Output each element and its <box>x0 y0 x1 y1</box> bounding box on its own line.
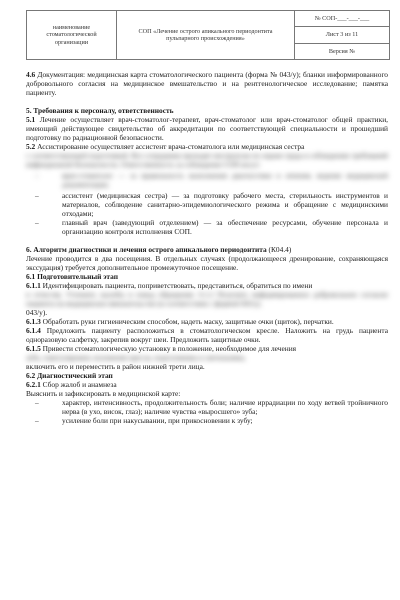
paragraph-5-2 <box>26 142 388 151</box>
paragraph-number: 5.2 <box>26 142 36 151</box>
blurred-paragraph-5-2: с соответствующей подготовкой. Все сотрудники проходят инструктаж по охране труда и соблюдению требований инфекционной безопасности. Ответственность за соблюдение СОП несут: <box>26 151 388 169</box>
sop-meta-cell <box>295 11 389 59</box>
subsection-6-1-heading: 6.1 Подготовительный этап <box>26 272 118 281</box>
sop-number: № СОП-___-___-___ <box>295 11 389 27</box>
paragraph-tail: 043/у). <box>26 308 48 317</box>
list-item-text: главный врач (заведующий отделением) — за обеспечение ресурсами, обучение персонала и организацию контроля исполнения СОП. <box>62 218 388 236</box>
paragraph-6-1-5 <box>26 344 388 353</box>
sheet-number: Лист 3 из 11 <box>295 27 389 43</box>
section-5-heading: 5. Требования к персоналу, ответственность <box>26 106 174 115</box>
paragraph-6-1-3 <box>26 317 388 326</box>
list-item: – врач-стоматолог — за правильность выполнения диагностики и лечения, ведение медицинской документации; <box>35 171 388 189</box>
list-item <box>26 398 388 416</box>
section-6-title: 6. Алгоритм диагностики и лечения острого апикального периодонтита <box>26 245 267 254</box>
paragraph-tail: включить его и переместить в район нижней трети лица. <box>26 362 205 371</box>
list-item <box>26 416 388 425</box>
complaints-list <box>26 398 388 425</box>
paragraph-number: 4.6 <box>26 70 36 79</box>
list-item <box>26 191 388 218</box>
responsibility-list <box>26 191 388 236</box>
list-item-text: характер, интенсивность, продолжительность боли; наличие иррадиации по ходу ветвей тройничного нерва (в ухо, висок, глаз); наличие чувства «выросшего» зуба; <box>62 398 388 416</box>
paragraph-text: Обработать руки гигиеническим способом, надеть маску, защитные очки (щиток), перчатки. <box>42 317 334 326</box>
version-number: Версия № <box>328 47 356 55</box>
blurred-paragraph-6-1-2: и отчеству. Уточнить жалобы и повод обращения. 6.1.2 Получить информированное добровольное согласие пациента на медицинское вмешательство (в соответствии с формой 043/у). <box>26 290 388 308</box>
paragraph-lead: Выяснить и зафиксировать в медицинской карте: <box>26 389 181 398</box>
list-item <box>26 218 388 236</box>
bullet-dash: – <box>35 416 39 425</box>
paragraph-text: Предложить пациенту расположиться в стоматологическом кресле. Наложить на грудь пациента одноразовую салфетку, закрепив вокруг шеи. Предложить защитные очки. <box>26 326 388 344</box>
bullet-dash: – <box>35 191 39 200</box>
sop-title-cell: СОП «Лечение острого апикального периодонтита пульпарного происхождения» <box>117 11 295 59</box>
paragraph-number: 6.1.1 <box>26 281 41 290</box>
paragraph-text: Идентифицировать пациента, поприветствовать, представиться, обратиться по имени <box>42 281 313 290</box>
list-item-text: ассистент (медицинская сестра) — за подготовку рабочего места, стерильность инструментов и материалов, соблюдение санитарно-эпидемиологического режима и обращение с медицинскими отходами; <box>62 191 388 218</box>
paragraph-number: 6.2.1 <box>26 380 41 389</box>
paragraph-number: 6.1.4 <box>26 326 41 335</box>
paragraph-text: Лечение осуществляет врач-стоматолог-терапевт, врач-стоматолог или врач-стоматолог общей практики, имеющий действующее свидетельство об аккредитации по соответствующей специальности и прошедший подготовку по радиационной безопасности. <box>26 115 388 142</box>
icd-code: (К04.4) <box>268 245 292 254</box>
paragraph-4-6 <box>26 70 388 97</box>
paragraph-6-2-1 <box>26 380 388 389</box>
paragraph-text: Сбор жалоб и анамнеза <box>42 380 117 389</box>
paragraph-text: Ассистирование осуществляет ассистент врача-стоматолога или медицинская сестра <box>37 142 305 151</box>
paragraph-6-1-1 <box>26 281 388 290</box>
organization-name-cell: наименование стоматологической организации <box>27 11 117 59</box>
bullet-dash: – <box>35 218 39 227</box>
section-6-intro: Лечение проводится в два посещения. В отдельных случаях (продолжающееся дренирование, сохраняющаяся экссудация) требуется дополнительное промежуточное посещение. <box>26 254 388 272</box>
paragraph-number: 6.1.5 <box>26 344 41 353</box>
bullet-dash: – <box>35 398 39 407</box>
list-item-text: усиление боли при накусывании, при прикосновении к зубу; <box>62 416 253 425</box>
paragraph-number: 5.1 <box>26 115 36 124</box>
subsection-6-2-heading: 6.2 Диагностический этап <box>26 371 113 380</box>
paragraph-text: Привести стоматологическую установку в положение, необходимое для лечения <box>42 344 297 353</box>
paragraph-5-1 <box>26 115 388 142</box>
paragraph-text: Документация: медицинская карта стоматологического пациента (форма № 043/у); бланки информированного добровольного согласия на медицинское вмешательство и на рентгенологическое исследование; памятка пациенту. <box>26 70 388 97</box>
document-body <box>26 70 388 425</box>
paragraph-6-1-4 <box>26 326 388 344</box>
section-6-heading <box>26 245 388 254</box>
blurred-paragraph-6-1-5: зуба, отрегулировать положение кресла, подголовника и светильника, <box>26 353 246 362</box>
paragraph-number: 6.1.3 <box>26 317 41 326</box>
blurred-bullet-list <box>26 171 388 189</box>
document-header-table <box>26 10 390 60</box>
